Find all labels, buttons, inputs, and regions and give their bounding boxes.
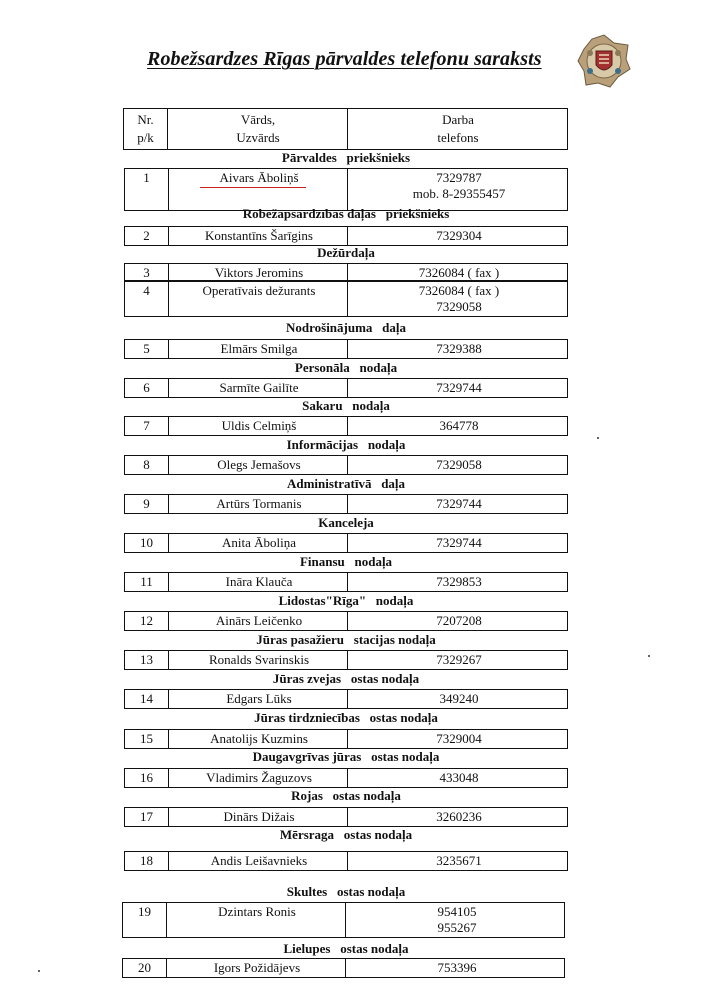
section-title: Nodrošinājuma daļa — [285, 320, 407, 335]
row-phone: 753396 — [437, 960, 477, 975]
table-row — [122, 902, 565, 938]
row-phone: 7326084 ( fax ) — [418, 265, 500, 280]
table-row — [124, 378, 568, 398]
column-divider — [347, 417, 348, 435]
row-phone: 7326084 ( fax ) — [418, 283, 500, 298]
row-phone-group — [351, 283, 567, 315]
column-divider — [168, 573, 169, 591]
row-number: 11 — [140, 574, 153, 589]
column-divider — [347, 456, 348, 474]
section-title: Lidostas"Rīga" nodaļa — [278, 593, 414, 608]
row-phone-group — [349, 960, 565, 976]
section-title: Finansu nodaļa — [299, 554, 393, 569]
row-phone-group — [351, 652, 567, 668]
column-divider — [168, 169, 169, 210]
column-divider — [166, 959, 167, 977]
row-number: 13 — [140, 652, 153, 667]
table-row — [124, 533, 568, 553]
row-name: Olegs Jemašovs — [217, 457, 301, 472]
row-phone: 7329058 — [436, 299, 482, 314]
name-underline-mark — [200, 187, 306, 188]
row-name: Artūrs Tormanis — [216, 496, 302, 511]
row-name: Edgars Lūks — [226, 691, 292, 706]
table-row — [124, 572, 568, 592]
section-title: Skultes ostas nodaļa — [286, 884, 406, 899]
column-divider — [347, 169, 348, 210]
column-divider — [168, 612, 169, 630]
row-number: 7 — [143, 418, 150, 433]
column-divider — [345, 903, 346, 937]
section-title: Daugavgrīvas jūras ostas nodaļa — [252, 749, 440, 764]
section-title: Jūras zvejas ostas nodaļa — [272, 671, 420, 686]
row-number: 2 — [143, 228, 150, 243]
table-row — [124, 768, 568, 788]
row-phone-group — [351, 380, 567, 396]
column-divider — [168, 456, 169, 474]
row-phone-group — [351, 613, 567, 629]
row-phone-group — [351, 341, 567, 357]
header-name-line2: Uzvārds — [236, 130, 280, 145]
table-row — [124, 494, 568, 514]
column-divider — [168, 808, 169, 826]
table-row — [124, 689, 568, 709]
row-phone-group — [349, 904, 565, 936]
row-name: Dinārs Dižais — [223, 809, 295, 824]
header-phone-line2: telefons — [437, 130, 479, 145]
column-divider — [168, 340, 169, 358]
table-row — [124, 807, 568, 827]
row-name: Andis Leišavnieks — [210, 853, 308, 868]
section-title: Jūras pasažieru stacijas nodaļa — [256, 632, 436, 647]
column-divider — [168, 690, 169, 708]
column-divider — [168, 417, 169, 435]
section-title: Mērsraga ostas nodaļa — [279, 827, 413, 842]
row-phone-group — [351, 770, 567, 786]
table-row — [124, 281, 568, 317]
row-number: 18 — [140, 853, 153, 868]
column-divider — [347, 495, 348, 513]
row-phone: 7329388 — [436, 341, 482, 356]
row-phone: 7329058 — [436, 457, 482, 472]
row-name: Anatolijs Kuzmins — [210, 731, 308, 746]
column-divider — [168, 227, 169, 245]
row-phone: 7329744 — [436, 496, 482, 511]
section-title: Robežapsardzības daļas priekšnieks — [242, 206, 450, 221]
section-title: Administratīvā daļa — [286, 476, 406, 491]
table-row — [124, 650, 568, 670]
row-phone: 7329744 — [436, 535, 482, 550]
row-phone: 433048 — [439, 770, 479, 785]
scan-speck — [38, 970, 40, 972]
row-phone-group — [351, 574, 567, 590]
column-divider — [347, 379, 348, 397]
row-phone-group — [351, 418, 567, 434]
row-name: Igors Požidājevs — [213, 960, 301, 975]
section-title: Pārvaldes priekšnieks — [281, 150, 411, 165]
header-nr-line1: Nr. — [137, 112, 154, 127]
section-title: Personāla nodaļa — [294, 360, 398, 375]
row-phone-group — [351, 228, 567, 244]
row-number: 12 — [140, 613, 153, 628]
row-phone-group — [351, 170, 567, 202]
column-divider — [347, 852, 348, 870]
column-divider — [347, 227, 348, 245]
scan-speck — [597, 437, 599, 439]
row-number: 8 — [143, 457, 150, 472]
section-title: Informācijas nodaļa — [286, 437, 406, 452]
section-title: Jūras tirdzniecības ostas nodaļa — [254, 710, 438, 725]
header-phone-line1: Darba — [442, 112, 474, 127]
row-name: Konstantīns Šarīgins — [205, 228, 313, 243]
column-divider — [168, 769, 169, 787]
column-divider — [347, 573, 348, 591]
row-number: 17 — [140, 809, 153, 824]
row-phone-group — [351, 457, 567, 473]
table-row — [124, 455, 568, 475]
table-row — [124, 339, 568, 359]
table-row — [124, 226, 568, 246]
row-phone: 7329853 — [436, 574, 482, 589]
row-name: Vladimirs Žaguzovs — [206, 770, 312, 785]
row-phone-group — [351, 853, 567, 869]
column-divider — [347, 264, 348, 280]
table-row — [124, 729, 568, 749]
row-phone-group — [351, 535, 567, 551]
row-name: Viktors Jeromins — [214, 265, 304, 280]
row-phone: 3260236 — [436, 809, 482, 824]
column-divider — [347, 282, 348, 316]
table-row — [124, 168, 568, 211]
row-number: 1 — [143, 170, 150, 185]
scan-speck — [648, 655, 650, 657]
column-divider — [347, 340, 348, 358]
column-divider — [347, 651, 348, 669]
column-divider — [345, 959, 346, 977]
column-divider — [168, 651, 169, 669]
row-phone: mob. 8-29355457 — [412, 186, 506, 201]
row-phone: 7207208 — [436, 613, 482, 628]
row-number: 6 — [143, 380, 150, 395]
column-divider — [347, 808, 348, 826]
column-divider — [168, 495, 169, 513]
row-phone: 7329004 — [436, 731, 482, 746]
column-divider — [347, 730, 348, 748]
row-phone-group — [351, 691, 567, 707]
row-number: 15 — [140, 731, 153, 746]
row-phone: 7329267 — [436, 652, 482, 667]
table-row — [124, 611, 568, 631]
column-divider — [168, 379, 169, 397]
column-divider — [347, 612, 348, 630]
section-title: Lielupes ostas nodaļa — [283, 941, 409, 956]
row-name: Elmārs Smilga — [220, 341, 298, 356]
table-row — [124, 416, 568, 436]
column-divider — [168, 534, 169, 552]
section-title: Kanceleja — [318, 515, 374, 530]
page-title: Robežsardzes Rīgas pārvaldes telefonu saraksts — [147, 48, 542, 70]
row-name: Uldis Celmiņš — [221, 418, 297, 433]
row-name: Aivars Āboliņš — [219, 170, 299, 185]
row-phone: 954105 — [437, 904, 477, 919]
section-title: Sakaru nodaļa — [302, 398, 390, 413]
row-phone-group — [351, 265, 567, 281]
row-phone: 7329304 — [436, 228, 482, 243]
row-number: 16 — [140, 770, 153, 785]
row-phone: 7329787 — [436, 170, 482, 185]
row-number: 4 — [143, 283, 150, 298]
row-number: 14 — [140, 691, 153, 706]
row-name: Operatīvais dežurants — [202, 283, 316, 298]
column-divider — [166, 903, 167, 937]
row-phone-group — [351, 809, 567, 825]
row-name: Ināra Klauča — [225, 574, 293, 589]
row-name: Ainārs Leičenko — [215, 613, 303, 628]
column-divider — [347, 769, 348, 787]
column-divider — [168, 730, 169, 748]
section-title: Rojas ostas nodaļa — [291, 788, 401, 803]
column-divider — [168, 282, 169, 316]
column-divider — [347, 534, 348, 552]
row-name: Dzintars Ronis — [218, 904, 296, 919]
column-divider — [168, 852, 169, 870]
row-phone-group — [351, 731, 567, 747]
row-phone: 3235671 — [436, 853, 482, 868]
column-divider — [347, 690, 348, 708]
header-name-line1: Vārds, — [240, 112, 276, 127]
row-number: 3 — [143, 265, 150, 280]
row-name: Anita Āboliņa — [221, 535, 296, 550]
table-row — [122, 958, 565, 978]
row-phone: 955267 — [437, 920, 477, 935]
row-number: 10 — [140, 535, 153, 550]
row-phone: 364778 — [439, 418, 479, 433]
table-row — [124, 851, 568, 871]
section-title: Dežūrdaļa — [317, 245, 375, 260]
row-number: 19 — [138, 904, 151, 919]
header-nr-line2: p/k — [137, 130, 154, 145]
table-row — [124, 263, 568, 281]
row-name: Ronalds Svarinskis — [208, 652, 310, 667]
row-number: 9 — [143, 496, 150, 511]
row-phone: 349240 — [439, 691, 479, 706]
row-name: Sarmīte Gailīte — [219, 380, 299, 395]
row-number: 20 — [138, 960, 151, 975]
row-phone-group — [351, 496, 567, 512]
column-divider — [168, 264, 169, 280]
row-phone: 7329744 — [436, 380, 482, 395]
row-number: 5 — [143, 341, 150, 356]
